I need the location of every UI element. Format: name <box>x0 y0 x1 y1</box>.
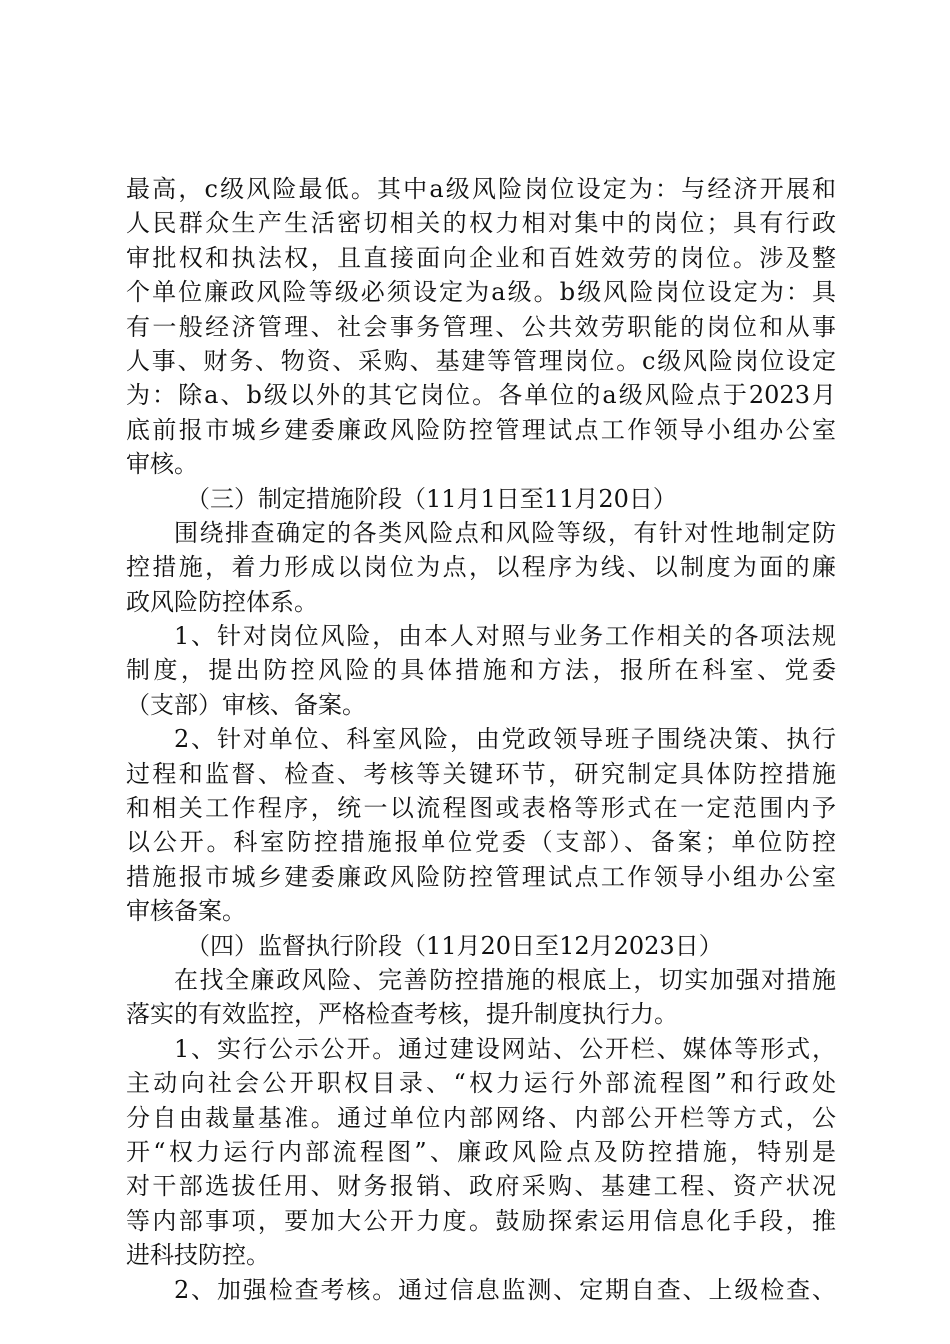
text-line: 1、针对岗位风险，由本人对照与业务工作相关的各项法规 <box>174 622 836 651</box>
text-line: 审核备案。 <box>126 897 246 926</box>
text-line: 分自由裁量基准。通过单位内部网络、内部公开栏等方式，公 <box>126 1103 836 1132</box>
heading-text: （四）监督执行阶段（11月20日至12月2023日） <box>186 931 723 960</box>
text-line: 在找全廉政风险、完善防控措施的根底上，切实加强对措施 <box>174 965 836 994</box>
text-line: 审批权和执法权，且直接面向企业和百姓效劳的岗位。涉及整 <box>126 243 836 272</box>
text-line: 为：除a、b级以外的其它岗位。各单位的a级风险点于2023月 <box>126 381 836 410</box>
text-line: 进科技防控。 <box>126 1241 270 1270</box>
text-line: 人事、财务、物资、采购、基建等管理岗位。c级风险岗位设定 <box>126 346 836 375</box>
document-body <box>126 172 836 1307</box>
text-line: 2、加强检查考核。通过信息监测、定期自查、上级检查、 <box>174 1275 836 1304</box>
text-line: 和相关工作程序，统一以流程图或表格等形式在一定范围内予 <box>126 794 836 823</box>
paragraph <box>126 516 836 619</box>
text-line: 过程和监督、检查、考核等关键环节，研究制定具体防控措施 <box>126 759 836 788</box>
text-line: 最高，c级风险最低。其中a级风险岗位设定为：与经济开展和 <box>126 175 836 203</box>
paragraph <box>126 172 836 482</box>
paragraph <box>126 1032 836 1273</box>
paragraph <box>126 619 836 722</box>
text-line: 2、针对单位、科室风险，由党政领导班子围绕决策、执行 <box>174 725 836 754</box>
text-line: 开“权力运行内部流程图”、廉政风险点及防控措施，特别是 <box>126 1137 836 1166</box>
text-line: 人民群众生产生活密切相关的权力相对集中的岗位；具有行政 <box>126 209 836 238</box>
paragraph <box>126 722 836 928</box>
text-line: 控措施，着力形成以岗位为点，以程序为线、以制度为面的廉 <box>126 553 836 582</box>
text-line: 主动向社会公开职权目录、“权力运行外部流程图”和行政处 <box>126 1069 836 1098</box>
text-line: （支部）审核、备案。 <box>126 690 366 719</box>
text-line: 对干部选拔任用、财务报销、政府采购、基建工程、资产状况 <box>126 1172 836 1201</box>
text-line: 等内部事项，要加大公开力度。鼓励探索运用信息化手段，推 <box>126 1206 836 1235</box>
paragraph <box>126 1273 836 1307</box>
heading-text: （三）制定措施阶段（11月1日至11月20日） <box>186 484 677 513</box>
text-line: 落实的有效监控，严格检查考核，提升制度执行力。 <box>126 1000 678 1029</box>
text-line: 措施报市城乡建委廉政风险防控管理试点工作领导小组办公室 <box>126 862 836 891</box>
text-line: 审核。 <box>126 450 198 479</box>
text-line: 围绕排查确定的各类风险点和风险等级，有针对性地制定防 <box>174 518 836 547</box>
text-line: 1、实行公示公开。通过建设网站、公开栏、媒体等形式， <box>174 1034 836 1063</box>
text-line: 有一般经济管理、社会事务管理、公共效劳职能的岗位和从事 <box>126 312 836 341</box>
text-line: 以公开。科室防控措施报单位党委（支部）、备案；单位防控 <box>126 828 836 857</box>
text-line: 制度，提出防控风险的具体措施和方法，报所在科室、党委 <box>126 656 836 685</box>
section-heading <box>126 929 836 963</box>
section-heading <box>126 482 836 516</box>
text-line: 政风险防控体系。 <box>126 587 318 616</box>
paragraph <box>126 963 836 1032</box>
text-line: 个单位廉政风险等级必须设定为a级。b级风险岗位设定为：具 <box>126 278 836 307</box>
text-line: 底前报市城乡建委廉政风险防控管理试点工作领导小组办公室 <box>126 415 836 444</box>
